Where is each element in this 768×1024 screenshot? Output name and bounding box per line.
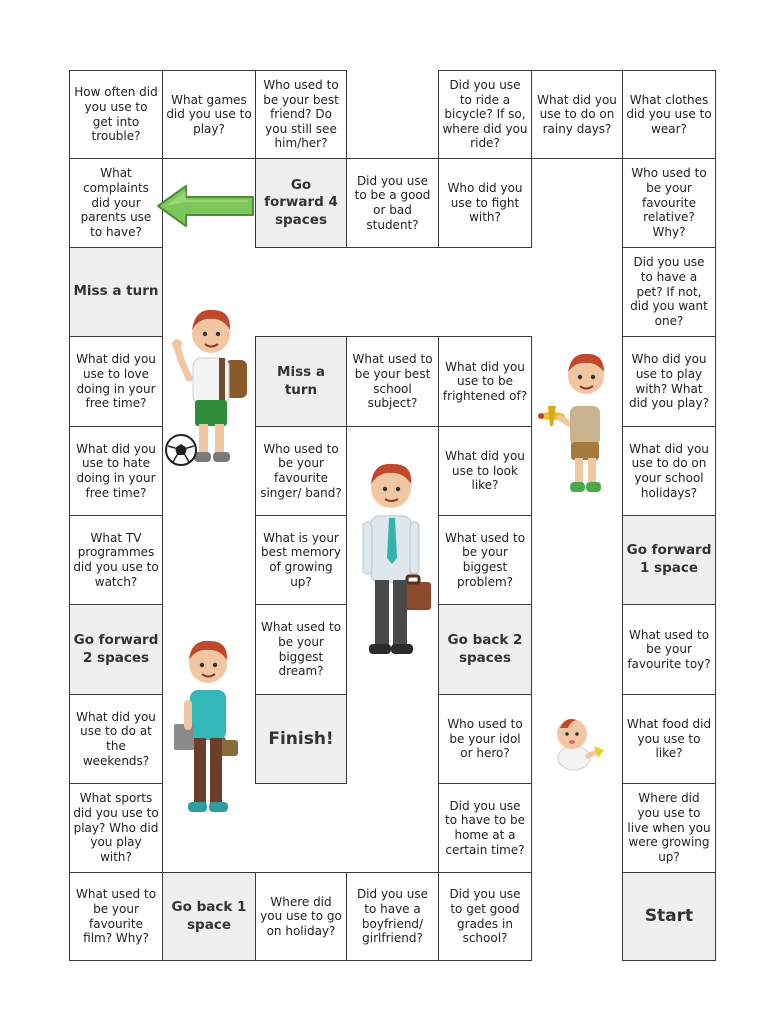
square-text: Who did you use to fight with?: [447, 181, 523, 225]
square-sports: [69, 783, 163, 873]
square-text: What used to be your favourite toy?: [627, 627, 711, 671]
square-good-bad-student: [346, 158, 439, 248]
square-best-memory: [255, 515, 347, 605]
green-left-arrow-icon: [156, 183, 256, 229]
square-text: Who used to be your favourite relative? Why?: [631, 166, 707, 239]
square-biggest-problem: [438, 515, 532, 605]
square-text: How often did you use to get into trouble?: [74, 85, 158, 144]
square-favourite-toy: [622, 604, 716, 695]
square-go-forward-4: [255, 158, 347, 248]
square-hate-doing: [69, 426, 163, 516]
square-text: What clothes did you use to wear?: [626, 92, 712, 136]
square-text: What sports did you use to play? Who did you play with?: [73, 791, 159, 864]
square-text: Miss a turn: [73, 283, 159, 300]
teen-with-book-icon: [170, 636, 248, 822]
square-text: Go back 2 spaces: [447, 631, 523, 666]
square-text: Miss a turn: [277, 363, 325, 398]
square-favourite-relative: [622, 158, 716, 248]
square-frightened: [438, 336, 532, 427]
square-text: Where did you use to go on holiday?: [260, 894, 342, 938]
boy-with-toy-plane-icon: [538, 350, 620, 502]
square-play-with: [622, 336, 716, 427]
square-text: What food did you use to like?: [626, 717, 712, 761]
square-rainy-days: [531, 70, 623, 159]
square-text: What games did you use to play?: [166, 92, 252, 136]
square-miss-turn-center: [255, 336, 347, 427]
square-love-doing: [69, 336, 163, 427]
square-text: What did you use to do at the weekends?: [76, 709, 156, 768]
square-text: Who used to be your idol or hero?: [447, 717, 523, 761]
square-school-subject: [346, 336, 439, 427]
boy-with-backpack-icon: [163, 300, 255, 472]
square-go-back-1: [162, 872, 256, 961]
square-live-growing-up: [622, 783, 716, 873]
square-clothes: [622, 70, 716, 159]
square-text: What did you use to hate doing in your free time?: [76, 441, 156, 500]
square-text: Finish!: [268, 728, 334, 749]
square-pet: [622, 247, 716, 337]
man-with-briefcase-icon: [355, 458, 437, 660]
square-text: Did you use to ride a bicycle? If so, where did you ride?: [442, 77, 528, 151]
square-miss-turn-left: [69, 247, 163, 337]
square-go-forward-1: [622, 515, 716, 605]
square-text: What complaints did your parents use to have?: [80, 166, 152, 239]
square-weekends: [69, 694, 163, 784]
square-go-back-2: [438, 604, 532, 695]
square-text: What TV programmes did you use to watch?: [73, 530, 159, 589]
square-boyfriend-girlfriend: [346, 872, 439, 961]
square-good-grades: [438, 872, 532, 961]
square-text: Did you use to get good grades in school?: [449, 887, 521, 946]
square-text: Go forward 2 spaces: [73, 631, 159, 666]
square-finish: [255, 694, 347, 784]
baby-with-toy-icon: [552, 712, 606, 774]
square-text: Go forward 4 spaces: [264, 176, 338, 228]
square-look-like: [438, 426, 532, 516]
square-text: Did you use to be a good or bad student?: [354, 173, 431, 232]
square-text: What did you use to do on your school holidays?: [629, 441, 709, 500]
square-text: Go back 1 space: [171, 898, 247, 933]
square-school-holidays: [622, 426, 716, 516]
square-text: Did you use to have a boyfriend/ girlfriend?: [356, 887, 429, 946]
square-bicycle: [438, 70, 532, 159]
square-text: Go forward 1 space: [626, 542, 712, 576]
square-home-time: [438, 783, 532, 873]
square-text: Did you use to have to be home at a certain time?: [445, 798, 525, 857]
square-text: Who used to be your best friend? Do you still see him/her?: [263, 77, 339, 151]
square-text: What did you use to look like?: [445, 449, 525, 493]
square-how-often-trouble: [69, 70, 163, 159]
square-text: Who used to be your favourite singer/ band?: [260, 441, 342, 500]
square-text: What is your best memory of growing up?: [261, 530, 341, 589]
square-text: What used to be your biggest problem?: [444, 530, 526, 589]
square-text: What did you use to do on rainy days?: [537, 92, 617, 136]
square-text: What did you use to love doing in your free time?: [76, 352, 156, 411]
square-start: [622, 872, 716, 961]
square-text: Did you use to have a pet? If not, did you want one?: [630, 255, 708, 328]
square-biggest-dream: [255, 604, 347, 695]
square-games: [162, 70, 256, 159]
square-text: What used to be your best school subject?: [352, 352, 433, 411]
square-text: Who did you use to play with? What did you play?: [628, 352, 710, 411]
square-food: [622, 694, 716, 784]
square-text: What used to be your biggest dream?: [260, 620, 342, 679]
square-text: What used to be your favourite film? Why?: [75, 887, 157, 946]
square-tv-programmes: [69, 515, 163, 605]
square-text: Where did you use to live when you were growing up?: [627, 791, 711, 864]
square-idol-hero: [438, 694, 532, 784]
square-favourite-film: [69, 872, 163, 961]
square-best-friend: [255, 70, 347, 159]
square-holiday: [255, 872, 347, 961]
square-favourite-singer: [255, 426, 347, 516]
square-complaints: [69, 158, 163, 248]
square-go-forward-2: [69, 604, 163, 695]
square-fight-with: [438, 158, 532, 248]
square-text: Start: [644, 906, 694, 927]
square-text: What did you use to be frightened of?: [442, 359, 528, 403]
